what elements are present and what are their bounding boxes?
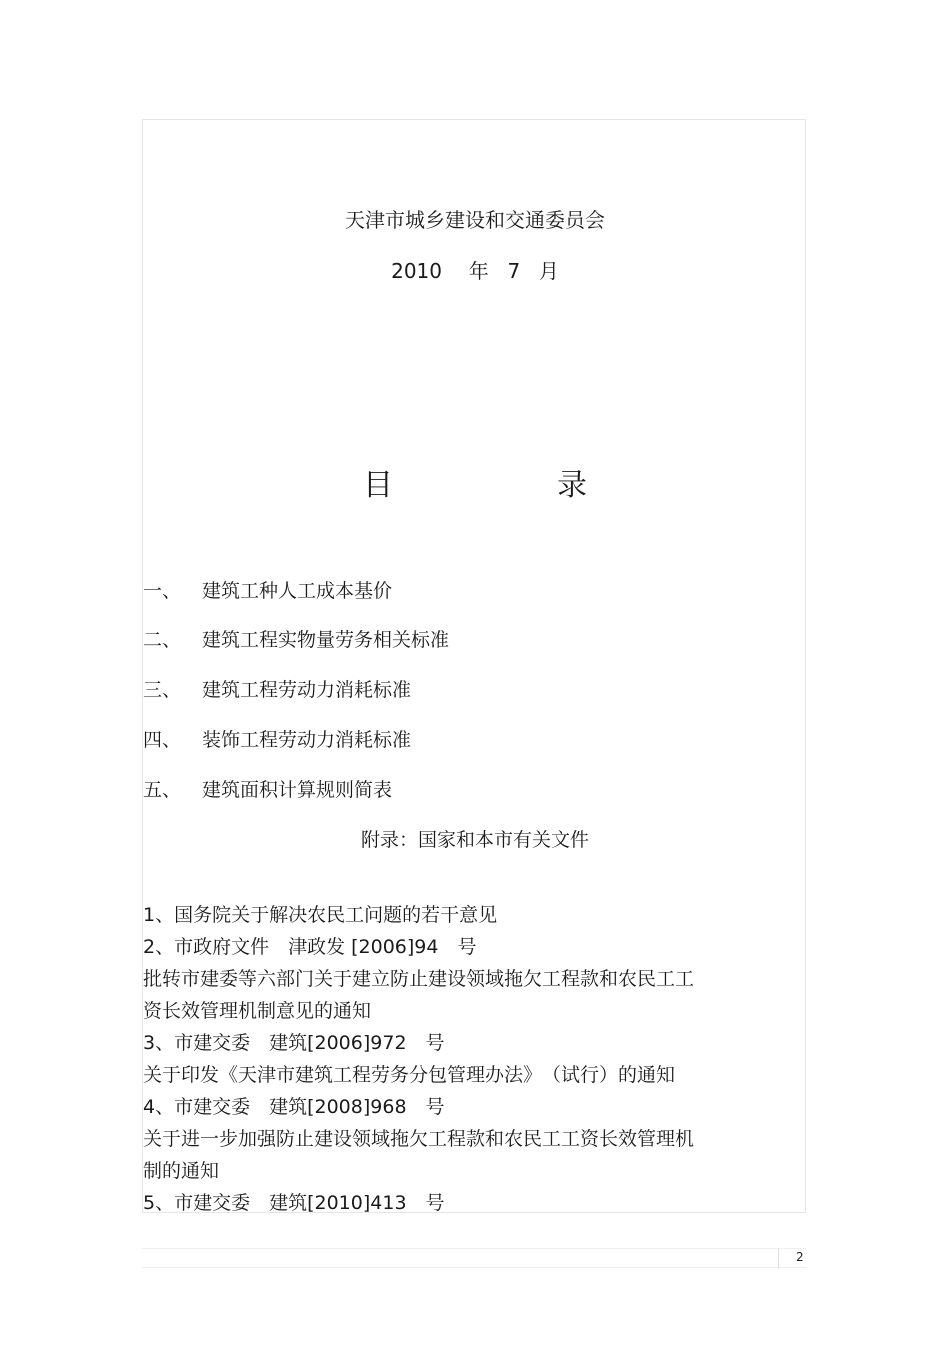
toc-title-right: 录 — [557, 468, 588, 503]
toc-item-1-number: 一、 — [143, 580, 182, 602]
toc-item-5-label: 建筑面积计算规则简表 — [202, 779, 393, 801]
toc-item-5-number: 五、 — [143, 779, 182, 801]
toc-item-3-number: 三、 — [143, 679, 182, 701]
footer-divider — [778, 1248, 779, 1268]
date-year-unit: 年 — [468, 259, 489, 283]
appendix-line-10: 5、市建交委 建筑[2010]413 号 — [143, 1192, 445, 1214]
toc-item-2-number: 二、 — [143, 629, 182, 651]
toc-item-4-number: 四、 — [143, 729, 182, 751]
publication-date — [0, 261, 950, 281]
page-number: 2 — [796, 1250, 804, 1264]
appendix-line-6: 关于印发《天津市建筑工程劳务分包管理办法》 （试行）的通知 — [143, 1064, 676, 1086]
toc-item-3-label: 建筑工程劳动力消耗标准 — [202, 679, 412, 701]
toc-item-1-label: 建筑工种人工成本基价 — [202, 580, 393, 602]
toc-title — [0, 468, 950, 503]
appendix-line-5: 3、市建交委 建筑[2006]972 号 — [143, 1032, 445, 1054]
appendix-line-2: 2、市政府文件 津政发 [2006]94 号 — [143, 936, 477, 958]
toc-title-left: 目 — [362, 468, 393, 503]
page-footer — [142, 1248, 806, 1268]
appendix-line-4: 资长效管理机制意见的通知 — [143, 1000, 372, 1022]
toc-item-4-label: 装饰工程劳动力消耗标准 — [202, 729, 412, 751]
appendix-line-8: 关于进一步加强防止建设领域拖欠工程款和农民工工资长效管理机 — [143, 1128, 695, 1150]
appendix-line-9: 制的通知 — [143, 1160, 220, 1182]
organization-name: 天津市城乡建设和交通委员会 — [345, 208, 605, 232]
appendix-title: 附录：国家和本市有关文件 — [360, 829, 589, 851]
date-year: 2010 — [391, 259, 442, 283]
appendix-line-7: 4、市建交委 建筑[2008]968 号 — [143, 1096, 445, 1118]
date-month-unit: 月 — [538, 259, 559, 283]
appendix-line-1: 1、国务院关于解决农民工问题的若干意见 — [143, 904, 498, 926]
date-month: 7 — [507, 259, 521, 283]
toc-item-2-label: 建筑工程实物量劳务相关标准 — [202, 629, 450, 651]
appendix-line-3: 批转市建委等六部门关于建立防止建设领域拖欠工程款和农民工工 — [143, 968, 695, 990]
